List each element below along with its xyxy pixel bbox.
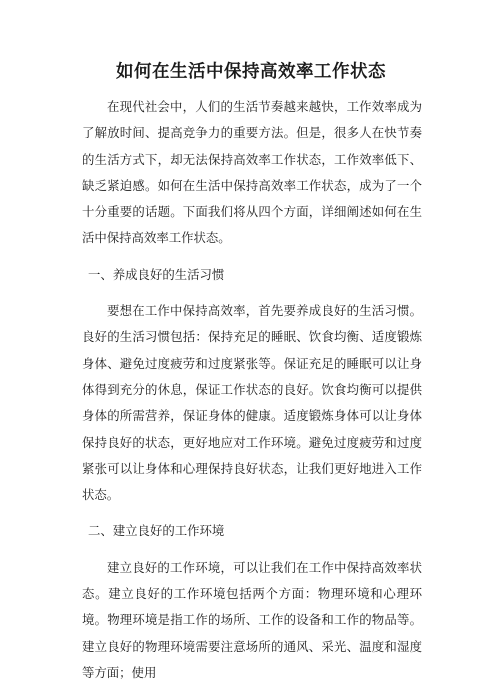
intro-paragraph: 在现代社会中，人们的生活节奏越来越快，工作效率成为了解放时间、提高竞争力的重要方法。但是，很多人在快节奏的生活方式下，却无法保持高效率工作状态，工作效率低下、缺乏紧迫感。如何在生活中保持高效率工作状态，成为了一个十分重要的话题。下面我们将从四个方面，详细阐述如何在生活中保持高效率工作状态。 <box>82 99 422 246</box>
section-heading-2: 二、建立良好的工作环境 <box>88 523 225 539</box>
document-body <box>82 94 422 696</box>
section-paragraph-2: 建立良好的工作环境，可以让我们在工作中保持高效率状态。建立良好的工作环境包括两个方面：物理环境和心理环境。物理环境是指工作的场所、工作的设备和工作的物品等。建立良好的物理环境需要注意场所的通风、采光、温度和湿度等方面；使用 <box>82 559 422 680</box>
section-paragraph-1: 要想在工作中保持高效率，首先要养成良好的生活习惯。良好的生活习惯包括：保持充足的睡眠、饮食均衡、适度锻炼身体、避免过度疲劳和过度紧张等。保证充足的睡眠可以让身体得到充分的休息，保证工作状态的良好。饮食均衡可以提供身体的所需营养，保证身体的健康。适度锻炼身体可以让身体保持良好的状态，更好地应对工作环境。避免过度疲劳和过度紧张可以让身体和心理保持良好状态，让我们更好地进入工作状态。 <box>82 303 422 503</box>
document-title: 如何在生活中保持高效率工作状态 <box>116 62 386 82</box>
section-heading-1: 一、养成良好的生活习惯 <box>88 266 225 282</box>
